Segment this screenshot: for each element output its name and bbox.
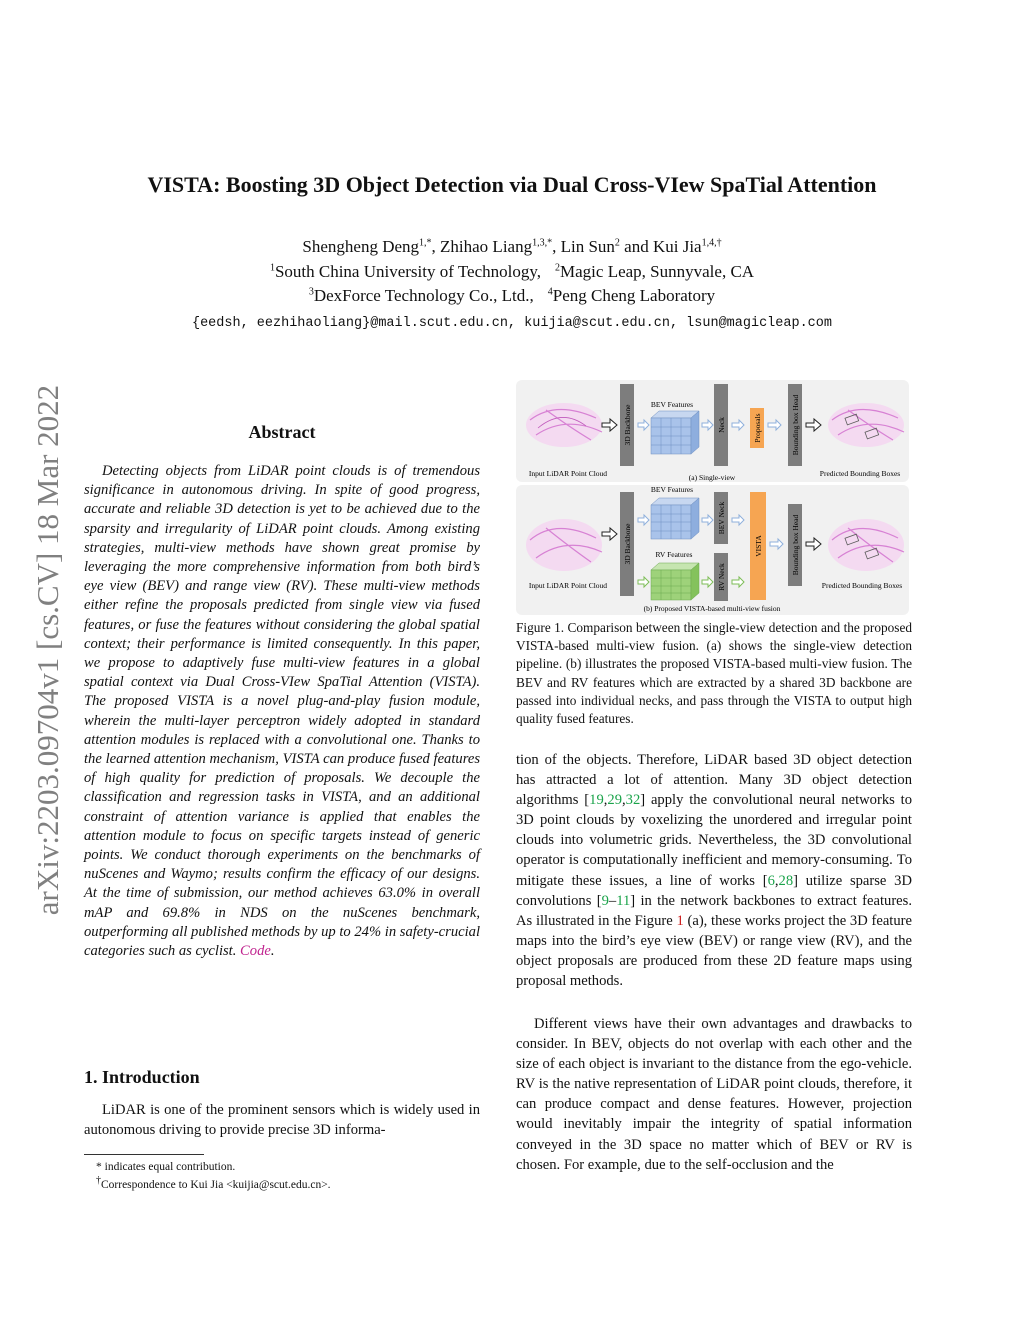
sub-caption-a: (a) Single-view (688, 473, 736, 482)
author-sup: 1,3,* (532, 237, 553, 249)
intro-paragraph: LiDAR is one of the prominent sensors which is widely used in autonomous driving to provide precise 3D informa- (84, 1102, 480, 1138)
right-paragraph-1: tion of the objects. Therefore, LiDAR based 3D object detection has attracted a lot of attention. Many 3D object detection algorithms [19,29,32] apply the convolutional neural networks to 3D point clouds by voxelizing the unordered and irregular point clouds into volumetric grids. Nevertheless, the 3D convolutional operator is computationally inefficient and memory-consuming. To mitigate these issues, a line of works [6,28] utilize sparse 3D convolutions [9–11] in the network backbones to extract features. As illustrated in the Figure 1 (a), these works project the 3D feature maps into the bird’s eye view (BEV) or range view (RV), and the object proposals are produced from these 2D feature maps using proposal methods. (516, 752, 912, 990)
output-point-cloud-b (828, 519, 904, 571)
code-link[interactable]: Code (240, 943, 271, 960)
author-name: Lin Sun (560, 237, 615, 256)
sub-caption-b: (b) Proposed VISTA-based multi-view fusion (643, 604, 781, 613)
affiliation-line (62, 286, 962, 306)
text-run: (a), these works project the 3D feature maps into the bird’s eye view (BEV) or range view (RV), and the object proposals are produced from these 2D feature maps using proposal methods. (516, 912, 912, 990)
footnote-equal-contribution: * indicates equal contribution. (96, 1161, 236, 1173)
author-line: Shengheng Deng$^{1,*}$, Zhihao Liang$^{1,3,*}$, Lin Sun$^2$ and Kui Jia$^{1,4,\dagger}$ (302, 237, 722, 256)
input-point-cloud-b (526, 519, 602, 571)
author-sup: 2 (614, 237, 620, 249)
email-line: {eedsh, eezhihaoliang}@mail.scut.edu.cn, kuijia@scut.edu.cn, lsun@magicleap.com (191, 316, 832, 331)
proposals-label: Proposals (753, 413, 762, 443)
input-label-a: Input LiDAR Point Cloud (528, 469, 608, 478)
bev-neck-label: BEV Neck (717, 501, 726, 535)
figure-1-diagram (516, 380, 909, 615)
author-sup: 1,* (419, 237, 432, 249)
output-point-cloud-a (828, 403, 904, 447)
abstract-heading: Abstract (248, 422, 316, 442)
citation-link[interactable]: 6 (767, 872, 775, 889)
text-run: ] utilize sparse 3D convolutions [ (516, 872, 912, 909)
citation-link[interactable]: 28 (778, 872, 794, 889)
bev-feature-cube-b (651, 498, 699, 539)
citation-link[interactable]: 9 (601, 892, 609, 909)
neck-label-a: Neck (717, 417, 726, 433)
paper-title: VISTA: Boosting 3D Object Detection via Dual Cross-VIew SpaTial Attention (147, 172, 877, 197)
rv-features-label: RV Features (655, 550, 693, 559)
citation-link[interactable]: 19 (589, 792, 604, 809)
output-label-b: Predicted Bounding Boxes (821, 581, 903, 590)
affiliation: Magic Leap, Sunnyvale, CA (560, 262, 755, 281)
backbone-label-a: 3D Backbone (623, 404, 632, 446)
citation-link[interactable]: 11 (616, 892, 631, 909)
vista-label: VISTA (754, 535, 763, 557)
abstract-body (84, 462, 480, 961)
footnote-text: Correspondence to Kui Jia <kuijia@scut.edu.cn>. (101, 1179, 331, 1191)
author-name: Zhihao Liang (440, 237, 533, 256)
bev-features-label-b: BEV Features (650, 485, 694, 494)
affil-sup: 4 (547, 286, 553, 298)
abstract-end: . (270, 943, 275, 960)
author-and: and (624, 237, 649, 256)
rv-feature-cube (651, 563, 699, 600)
affil-sup: 2 (555, 262, 561, 274)
input-label-b: Input LiDAR Point Cloud (528, 581, 608, 590)
bev-feature-cube-a (651, 411, 699, 454)
text-run: tion of the objects. Therefore, LiDAR based 3D object detection has attracted a lot of attention. Many 3D object detection algorithms [ (516, 752, 912, 809)
footnote-mark: † (96, 1175, 101, 1187)
author-sup: 1,4,† (701, 237, 722, 249)
text-run: ] in the network backbones to extract features. As illustrated in the Figure (516, 892, 912, 929)
bev-features-label-a: BEV Features (650, 400, 694, 409)
citation-link[interactable]: 32 (625, 792, 641, 809)
footnote-rule (84, 1154, 204, 1155)
figure-ref-link[interactable]: 1 (676, 912, 684, 929)
bbox-head-label-b: Bounding box Head (791, 514, 800, 576)
rv-neck-label: RV Neck (717, 563, 726, 591)
output-label-a: Predicted Bounding Boxes (819, 469, 901, 478)
citation-link[interactable]: 29 (607, 792, 622, 809)
input-point-cloud-a (526, 403, 602, 447)
arxiv-stamp: arXiv:2203.09704v1 [cs.CV] 18 Mar 2022 (30, 384, 65, 916)
text-run: ] apply the convolutional neural networks to 3D point clouds by voxelizing the unordered and irregular point clouds into volumetric grids. Nevertheless, the 3D convolutional operator is computationally inefficient and memory-consuming. To mitigate these issues, a line of works [ (516, 792, 912, 889)
footnote-correspondence (96, 1175, 331, 1191)
backbone-label-b: 3D Backbone (623, 523, 632, 565)
affiliation-line (62, 262, 962, 282)
right-paragraph-2: Different views have their own advantages and drawbacks to consider. In BEV, objects do not overlap with each other and the size of each object is invariant to the distance from the ego-vehicle. RV is the native representation of LiDAR point clouds, therefore, it can produce compact and dense features. However, projection would inevitably impair the integrity of spatial information conveyed in the 3D space no matter which of BEV or RV is chosen. For example, due to the self-occlusion and the (516, 1016, 912, 1173)
section-heading-introduction: 1. Introduction (84, 1067, 200, 1087)
bbox-head-label-a: Bounding box Head (791, 394, 800, 456)
author-name: Shengheng Deng (302, 237, 420, 256)
author-name: Kui Jia (652, 237, 702, 256)
abstract-text: Detecting objects from LiDAR point clouds is of tremendous significance in autonomous driving. In spite of good progress, accurate and reliable 3D detection is yet to be achieved due to the sparsity and irregularity of LiDAR point clouds. Among existing strategies, multi-view methods have shown great promise by leveraging the more comprehensive information from both bird’s eye view (BEV) and range view (RV). These multi-view methods either refine the proposals predicted from single view via fused features, or fuse the features without considering the global spatial context; their performance is limited consequently. In this paper, we propose to adaptively fuse multi-view features in a global spatial context via Dual Cross-VIew SpaTial Attention (VISTA). The proposed VISTA is a novel plug-and-play fusion module, wherein the multi-layer perceptron widely adopted in standard attention modules is replaced with a convolutional one. Thanks to the learned attention mechanism, VISTA can produce fused features of high quality for prediction of proposals. We decouple the classification and regression tasks in VISTA, and an additional constraint of attention variance is applied that enables the attention module to focus on specific targets instead of generic points. We conduct thorough experiments on the benchmarks of nuScenes and Waymo; results confirm the efficacy of our designs. At the time of submission, our method achieves 63.0% in overall mAP and 69.8% in NDS on the nuScenes benchmark, outperforming all published methods by up to 24% in safety-crucial categories such as cyclist. (84, 463, 481, 960)
affiliation: Peng Cheng Laboratory (552, 286, 716, 305)
figure-1-caption: Figure 1. Comparison between the single-view detection and the proposed VISTA-based multi-view fusion. (a) shows the single-view detection pipeline. (b) illustrates the proposed VISTA-based multi-view fusion. The BEV and RV features which are extracted by a shared 3D backbone are passed into individual necks, and pass through the VISTA to output high quality fused features. (516, 620, 912, 727)
affiliation: DexForce Technology Co., Ltd., (313, 286, 534, 305)
affiliation: South China University of Technology, (274, 262, 542, 281)
affil-sup: 1 (269, 262, 275, 274)
affil-sup: 3 (308, 286, 314, 298)
